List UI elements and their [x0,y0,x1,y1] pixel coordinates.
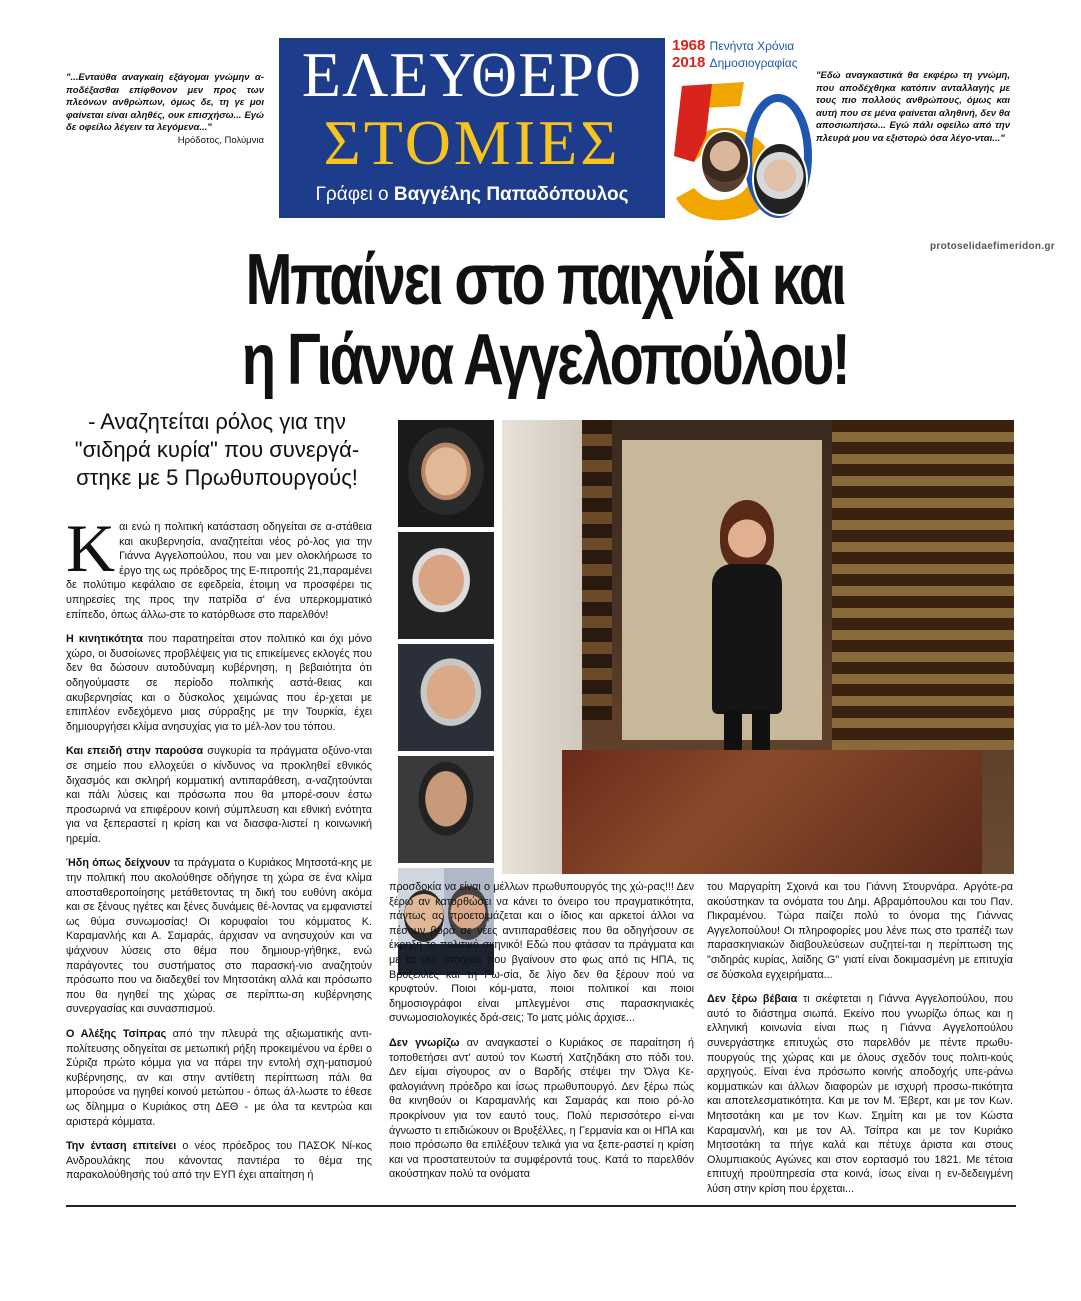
left-quote-text: "...Ενταύθα αναγκαίη εξάγομαι γνώμην α-ποδέξασθαι επίφθονον μεν προς των πλεόνων ανθρώπων, όμως δε, τη γε μοι φαίνεται είναι αληθές, ουκ επισχήσω... Εγώ δε οφείλω λέγειν τα λεγόμενα..." [66,72,264,134]
col1-paragraph-3: Και επειδή στην παρούσα συγκυρία τα πράγματα οξύνο-νται σε σημείο που ελλοχεύει ο κίνδυνος να προκληθεί εθνικός διχασμός και σκληρή κομματική αντιπαράθεση, α-ναζητούνται και πάλι λύσεις και πρόσωπα που θα μπορέ-σουν έστω προσωρινά να επιφέρουν κοινή σύμπλευση και εθνική ενότητα για να ξεπεραστεί η κρίση και να διασφα-λιστεί η κοινωνική ηρεμία. [66,745,372,845]
portrait-2 [398,532,494,639]
left-quote-attribution: Ηρόδοτος, Πολύμνια [177,134,264,146]
bookshelf-right [832,420,1014,750]
subheadline: - Αναζητείται ρόλος για την "σιδηρά κυρία" που συνεργά-στηκε με 5 Πρωθυπουργούς! [74,409,360,490]
anniv-year1: 1968 [672,37,706,54]
article-column-3 [707,880,1013,1206]
portrait-1 [398,420,494,527]
article-column-1 [66,510,372,1193]
older-portrait [752,142,808,216]
col2-paragraph-1: προσδοκία να είναι ο μέλλων πρωθυπουργός της χώ-ρας!!! Δεν ξέρω αν κατορθώσει να κάνει το όνειρο του πραγματικότητα, πάντως ας προετοιμάζεται και ο ίδιος και αρκετοί άλλοι να πέσουν βορά σε νέες αντιπαραθέσεις που θα οδηγήσουν σε έκρηξη το πολιτικό σκηνικό! Εδώ που φτάσαν τα πράγματα και με τα νέα στοιχεία που βγαίνουν στο φως από τις ΗΠΑ, τις Βρυξέλλες και τη Ρω-σία, δε λίγο δεν θα ξέρουν πού να κρυφτούν. Ποιοι κόμ-ματα, ποιοι πολιτικοί και ποιοι δημοσιογράφοι είναι μπλεγμένοι στις παρασκηνιακές συνωμοσιολογικές δρά-σεις; Το ματς μόλις άρχισε... [389,881,694,1025]
col2-paragraph-2: Δεν γνωρίζω αν αναγκαστεί ο Κυριάκος σε παραίτηση ή τοποθετήσει αντ' αυτού τον Κωστή Χατζηδάκη στο πόδι του. Δεν είμαι σίγουρος αν ο Βαρδής στέψει την Όλγα Κε-φαλογιάννη πρόεδρο και ίσως πρωθυπουργό. Δεν ξέρω πώς θα κινηθούν οι Καραμανλής και Σαμαράς και ποιο ρό-λο προκρίνουν για τον εαυτό τους. Πολύ περισσότερο εί-ναι άγνωστο τι επιδιώκουν οι Βρυξέλλες, η Γερμανία και οι ΗΠΑ και ποιο πρόσωπο θα επιλέξουν τελικά για να ξεπε-ραστεί η κρίση και να προστατευτούν τα συμφέροντά τους. Κατά το παρελθόν ακούστηκαν πολύ τα ονόματα [389,1036,694,1181]
col1-paragraph-1: Και ενώ η πολιτική κατάσταση οδηγείται σε α-στάθεια και ακυβερνησία, αναζητείται νέος ρό-λος για την Γιάννα Αγγελοπούλου, που ναι μεν ολοκλήρωσε το έργο της ως πρόεδρος της Ε-πιτροπής 21,παραμένει δε πολύτιμο κεφάλαιο σε εφεδρεία, έτοιμη να προσφέρει τις υπηρεσίες της προς την πατρίδα σ' ένα υπερκομματικό επίπεδο, όπως άλλω-στε το κατόρθωσε στο παρελθόν! [66,510,372,621]
article-column-2 [389,880,694,1192]
col1-paragraph-6: Την ένταση επιτείνει ο νέος πρόεδρος του ΠΑΣΟΚ Νί-κος Ανδρουλάκης που κάνοντας παντιέρα το θέμα της παρακολούθησής τού από την ΕΥΠ έχει απαίτηση ή [66,1140,372,1182]
portrait-4 [398,756,494,863]
left-quote [66,72,264,148]
rug [562,750,982,874]
watermark: protoselidaefimeridon.gr [930,241,1055,252]
byline-name: Βαγγέλης Παπαδόπουλος [393,184,629,205]
col1-paragraph-4: Ήδη όπως δείχνουν τα πράγματα ο Κυριάκος Μητσοτά-κης με την πολιτική που ακολούθησε οδήγησε τη χώρα σε ένα κλίμα αποσταθεροποίησης μετάθετοντας τη δική του ευθύνη ακόμα και σε ξένους ηγέτες και ξένες δυνάμεις θέ-λοντας να εμφανιστεί ως θύμα συνωμοσίας! Οι κορυφαίοι του κόμματος Κ. Καραμανλής και Α. Σαμαράς, άρχισαν να ανησυχούν και να ψάχνουν λύσεις στο θέμα που δημιουρ-γήθηκε, ενώ παράγοντες του συστήματος στο παρασκή-νιο αναζητούν πρόσωπο που να διαδεχθεί τον Μητσοτάκη αλλά και πρόσωπο που θα ηγηθεί της χώρας σε περίπτω-ση κυβέρνησης συνεργασίας και συνασπισμού. [66,857,372,1016]
anniv-text1: Πενήντα Χρόνια [709,39,795,53]
anniv-numeral: 50 [726,216,728,217]
anniversary-block [666,38,812,218]
byline-prefix: Γράφει ο [315,184,389,205]
anniv-text2: Δημοσιογραφίας [709,56,798,70]
col3-paragraph-1: του Μαργαρίτη Σχοινά και του Γιάννη Στουρνάρα. Αργότε-ρα ακούστηκαν τα ονόματα του Δημ. Αβραμόπουλου και του Παν. Πικραμένου. Τώρα παίζει πολύ το όνομα της Γιάννας Αγγελοπούλου! Οι πληροφορίες μου λένε πως στο τραπέζι των παρασκηνιακών διαβουλεύσεων συζητεί-ται η περίπτωση της "σιδηράς κυρίας, λαίδης G" γιατί είναι δοκιμασμένη με επιτυχία σε δύσκολα εγχειρήματα... [707,881,1013,981]
portrait-3 [398,644,494,751]
young-portrait [700,130,750,194]
bottom-rule [66,1205,1016,1207]
main-photo [502,420,1014,874]
dropcap: Κ [66,510,116,586]
masthead-line2: ΣΤΟΜΙΕΣ [323,107,621,178]
masthead [279,38,665,218]
anniv-line2 [672,55,798,71]
headline [182,240,907,400]
masthead-byline [279,184,665,206]
col1-paragraph-5: Ο Αλέξης Τσίπρας από την πλευρά της αξιωματικής αντι-πολίτευσης οδηγείται σε μετωπική ρήξη προκειμένου να έρθει ο Σύριζα πρώτο κόμμα για να πάρει την εντολή σχη-ματισμού κυβέρνησης, αν και στην αντίθετη περίπτωση πάλι θα μπορούσε να ηγηθεί κοινού μετώπου - όπως άλ-λωστε το έθεσε ως δίλημμα ο Κυριάκος στη ΔΕΘ - με όλα τα κεντρώα και αριστερά κόμματα. [66,1028,372,1128]
col1-paragraph-2: Η κινητικότητα που παρατηρείται στον πολιτικό και όχι μόνο χώρο, οι δυσοίωνες προβλέψεις για τις επικείμενες εκλογές που δεν θα δώσουν αυτοδύναμη κυβέρνηση, η βεβαιότητα ότι οδηγούμαστε σε περίοδο πολιτικής αστά-θειας και ακυβερνησίας και ο δύσκολος χειμώνας που έρ-χεται με επιπλέον ενδεχόμενο μιας σύρραξης με την Τουρκία, έχει δημιουργήσει κλίμα ανησυχίας για το μέλ-λον του τόπου. [66,633,372,733]
col3-paragraph-2: Δεν ξέρω βέβαια τι σκέφτεται η Γιάννα Αγγελοπούλου, που αυτό το διάστημα σιωπά. Εκείνο που γνωρίζω όπως και η ελληνική κοινωνία είναι πως η Γιάννα Αγγελοπούλου συνεργάστηκε επιτυχώς στο παρελθόν με πέντε πρωθυ-πουργούς της χώρας και με όλους σχεδόν τους πολιτι-κούς αρχηγούς. Είναι ένα πρόσωπο κοινής αποδοχής υπε-ράνω κομματικών και άλλων διαφορών με ισχυρή προσω-πικότητα και αποτελεσματικότητα. Και με τον Μ. Έβερτ, και με τον Κων. Μητσοτάκη και με τον Κων. Σημίτη και με τον Κώστα Καραμανλή, και με τον Αλ. Τσίπρα και με τον Κυριάκο Μητσοτάκη τα πήγε καλά και πέτυχε άριστα και στους Ολυμπιακούς Αγώνες και στον εορτασμό του 1821. Με τέτοια επιτυχή προϋπηρεσία στα κοινά, ίσως είναι η εν-δεδειγμένη λύση στην κρίση που έρχεται... [707,993,1013,1195]
headline-line2: η Γιάννα Αγγελοπούλου! [241,320,849,400]
headline-line1: Μπαίνει στο παιχνίδι και [245,240,845,320]
masthead-line1: ΕΛΕΥΘΕΡΟ [301,39,643,110]
right-quote-text: "Εδώ αναγκαστικά θα εκφέρω τη γνώμη, που αποδέχθηκα κατόπιν ανταλλαγής με τους πιο πολλούς ανθρώπους, όμως και αυτή που σε μένα φαίνεται αληθινή, δεν θα αποσιωπήσω... Εγώ πάλι οφείλω από την πλευρά μου να εξιστορώ όσα λέγο-νται..." [816,70,1010,144]
anniv-year2: 2018 [672,54,706,71]
right-quote [816,70,1010,146]
anniv-line1 [672,38,794,54]
